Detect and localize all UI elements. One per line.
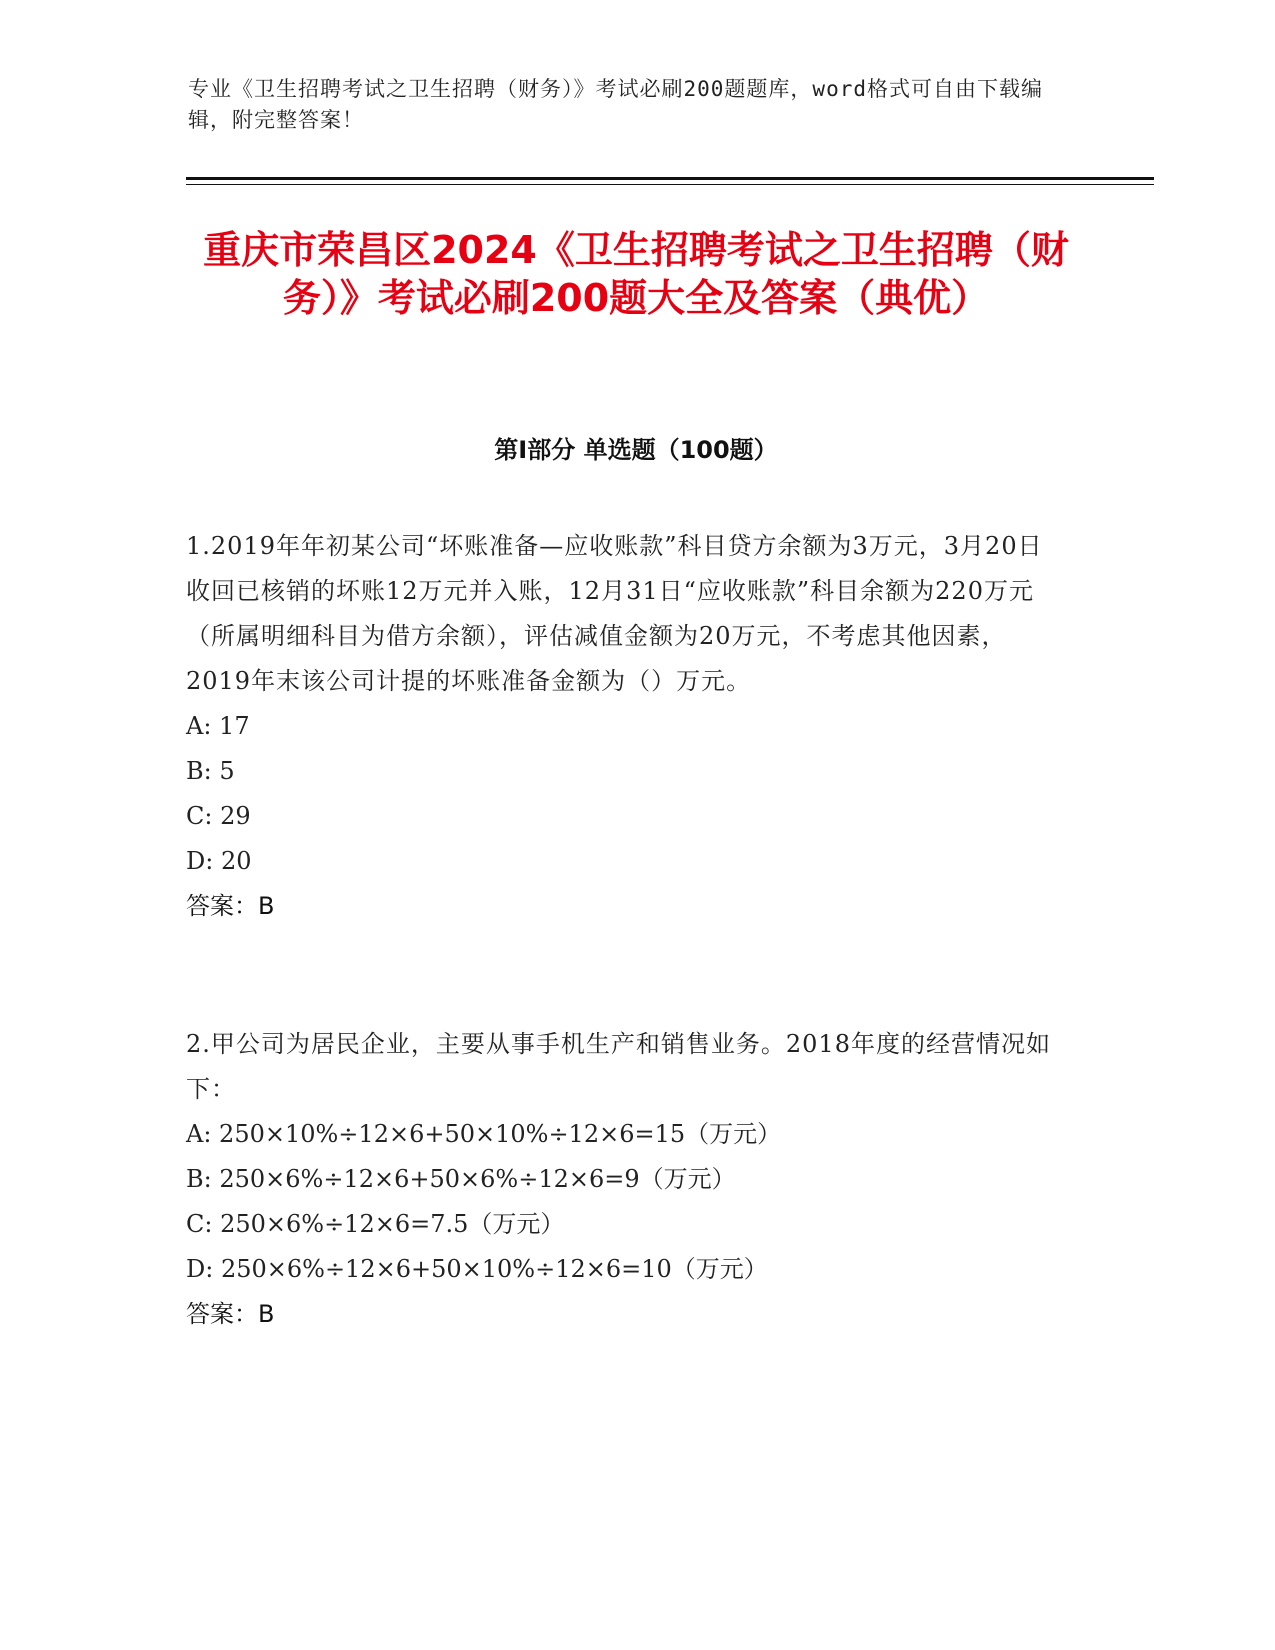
question-1 — [186, 524, 1066, 929]
option-a: A: 250×10%÷12×6+50×10%÷12×6=15（万元） — [186, 1120, 782, 1148]
section-heading: 第I部分 单选题（100题） — [494, 436, 778, 464]
option-b: B: 250×6%÷12×6+50×6%÷12×6=9（万元） — [186, 1165, 736, 1193]
option-b: B: 5 — [186, 757, 235, 785]
option-c: C: 250×6%÷12×6=7.5（万元） — [186, 1210, 565, 1238]
option-d: D: 20 — [186, 847, 252, 875]
option-a: A: 17 — [186, 712, 250, 740]
question-stem: 1.2019年年初某公司“坏账准备—应收账款”科目贷方余额为3万元，3月20日收回已核销的坏账12万元并入账，12月31日“应收账款”科目余额为220万元（所属明细科目为借方余额），评估减值金额为20万元，不考虑其他因素，2019年末该公司计提的坏账准备金额为（）万元。 — [186, 532, 1043, 695]
answer-label: 答案：B — [186, 1300, 275, 1328]
question-2 — [186, 1022, 1066, 1337]
answer-label: 答案：B — [186, 892, 275, 920]
option-d: D: 250×6%÷12×6+50×10%÷12×6=10（万元） — [186, 1255, 768, 1283]
header-rule-thick — [186, 177, 1154, 180]
header-note: 专业《卫生招聘考试之卫生招聘（财务）》考试必刷200题题库，word格式可自由下载编辑，附完整答案！ — [188, 77, 1043, 132]
question-stem: 2.甲公司为居民企业，主要从事手机生产和销售业务。2018年度的经营情况如下： — [186, 1030, 1051, 1103]
document-title: 重庆市荣昌区2024《卫生招聘考试之卫生招聘（财务）》考试必刷200题大全及答案（典优） — [203, 228, 1069, 320]
header-rule-thin — [186, 184, 1154, 185]
option-c: C: 29 — [186, 802, 251, 830]
